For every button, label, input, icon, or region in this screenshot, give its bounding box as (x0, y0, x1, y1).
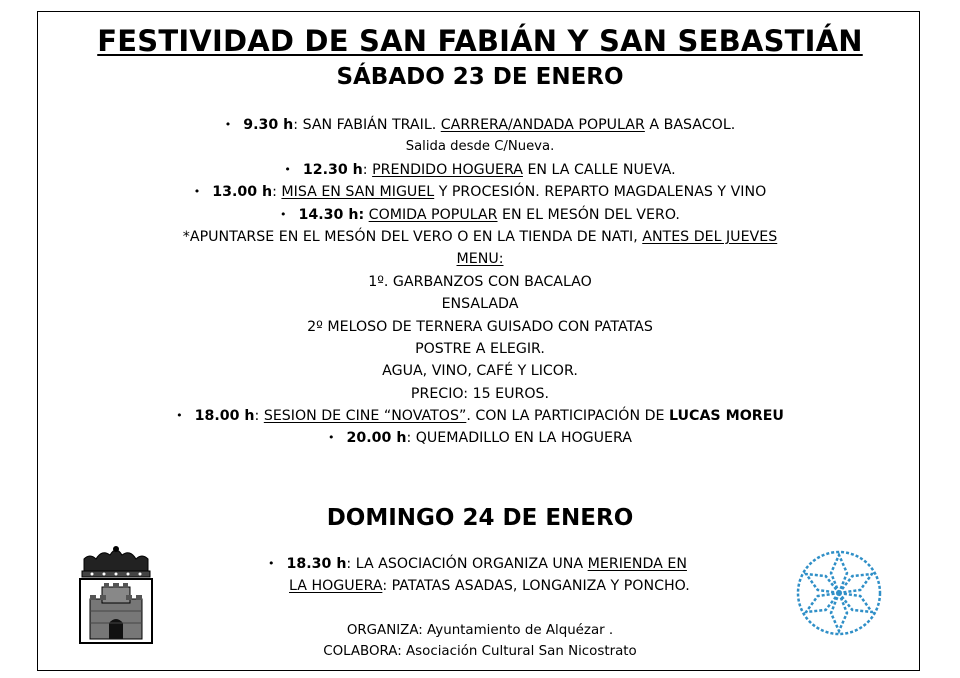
saturday-schedule (0, 114, 960, 450)
bullet-icon: • (224, 118, 232, 131)
item-underlined: COMIDA POPULAR (368, 206, 498, 223)
schedule-item (0, 204, 960, 226)
item-text: QUEMADILLO EN LA HOGUERA (415, 430, 632, 447)
item-text: EN LA CALLE NUEVA. (522, 161, 676, 178)
item-sep: : (293, 117, 303, 133)
item-time: 18.30 h (286, 556, 347, 572)
bullet-icon: • (268, 557, 275, 570)
item-sep: : (254, 408, 264, 425)
schedule-item (0, 181, 960, 203)
schedule-note: Salida desde C/Nueva. (405, 139, 555, 155)
schedule-item (0, 114, 960, 136)
sunday-item-line2 (268, 575, 690, 597)
item-time: 14.30 h: (298, 206, 365, 223)
menu-item: AGUA, VINO, CAFÉ Y LICOR. (382, 363, 578, 380)
item-text: : LA ASOCIACIÓN ORGANIZA UNA (346, 556, 588, 572)
item-text: EN EL MESÓN DEL VERO. (497, 206, 680, 223)
organizer-line: ORGANIZA: Ayuntamiento de Alquézar . (346, 623, 614, 638)
item-underlined: SESION DE CINE “NOVATOS” (263, 408, 467, 425)
item-underlined: LA HOGUERA (289, 578, 383, 594)
menu-heading (0, 248, 960, 270)
schedule-item (0, 405, 960, 427)
bullet-icon: • (328, 431, 335, 445)
item-text: Y PROCESIÓN. REPARTO MAGDALENAS Y VINO (434, 184, 767, 201)
item-time: 20.00 h (346, 430, 407, 447)
item-sep: : (272, 184, 282, 201)
item-underlined: PRENDIDO HOGUERA (372, 161, 523, 178)
item-sep: : (362, 161, 373, 178)
bullet-icon: • (280, 207, 287, 221)
sunday-schedule (268, 553, 690, 597)
item-text: A BASACOL. (644, 117, 736, 133)
item-underlined: CARRERA/ANDADA POPULAR (440, 117, 645, 133)
schedule-item (0, 427, 960, 449)
item-text: SAN FABIÁN TRAIL. (302, 117, 441, 133)
item-underlined: MISA EN SAN MIGUEL (281, 184, 435, 201)
item-sep: : (406, 430, 416, 447)
item-bold: LUCAS MOREU (668, 408, 784, 425)
menu-heading-text: MENU: (456, 251, 504, 268)
item-time: 18.00 h (194, 408, 255, 425)
page-title: FESTIVIDAD DE SAN FABIÁN Y SAN SEBASTIÁN (97, 24, 863, 58)
sunday-heading: DOMINGO 24 DE ENERO (326, 505, 634, 531)
bullet-icon: • (176, 409, 183, 423)
item-time: 13.00 h (212, 184, 273, 201)
bullet-icon: • (193, 185, 201, 199)
sunday-item-line1 (268, 553, 690, 575)
item-time: 12.30 h (302, 161, 363, 178)
signup-note (0, 226, 960, 248)
menu-item: ENSALADA (441, 296, 519, 313)
item-underlined: ANTES DEL JUEVES (642, 228, 778, 245)
town-crest-icon (76, 545, 156, 645)
item-text: . CON LA PARTICIPACIÓN DE (466, 408, 669, 425)
item-text: *APUNTARSE EN EL MESÓN DEL VERO O EN LA TIENDA DE NATI, (182, 228, 643, 245)
saturday-heading: SÁBADO 23 DE ENERO (336, 64, 624, 90)
item-text: : PATATAS ASADAS, LONGANIZA Y PONCHO. (382, 578, 690, 594)
menu-item: 2º MELOSO DE TERNERA GUISADO CON PATATAS (307, 318, 653, 335)
item-time: 9.30 h (243, 117, 294, 133)
menu-item: 1º. GARBANZOS CON BACALAO (368, 273, 592, 290)
collaborator-line: COLABORA: Asociación Cultural San Nicostrato (323, 644, 637, 659)
item-underlined: MERIENDA EN (587, 556, 687, 572)
bullet-icon: • (284, 162, 291, 176)
menu-price: PRECIO: 15 EUROS. (410, 385, 550, 402)
menu-item: POSTRE A ELEGIR. (415, 340, 545, 357)
schedule-item (0, 159, 960, 181)
blue-star-logo-icon (795, 549, 883, 637)
